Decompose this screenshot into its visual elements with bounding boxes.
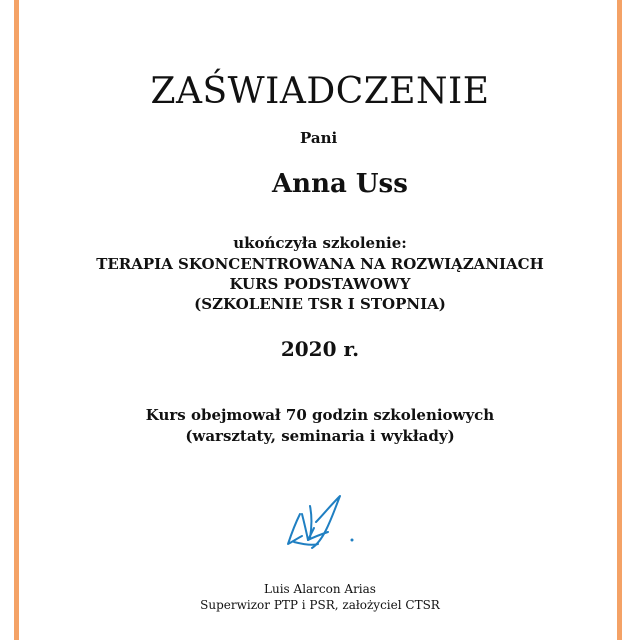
recipient-name: Anna Uss [272,169,408,199]
year: 2020 r. [280,337,360,361]
signatory-title: Superwizor PTP i PSR, założyciel CTSR [200,598,440,612]
signature-image [282,492,362,552]
course-name-line-3: (SZKOLENIE TSR I STOPNIA) [194,295,446,313]
completed-text: ukończyła szkolenie: [233,234,407,252]
course-hours-line-1: Kurs obejmował 70 godzin szkoleniowych [145,406,495,424]
course-name-line-1: TERAPIA SKONCENTROWANA NA ROZWIĄZANIACH [96,255,544,273]
salutation: Pani [300,129,338,147]
course-name-line-2: KURS PODSTAWOWY [229,275,411,293]
course-hours-line-2: (warsztaty, seminaria i wykłady) [185,427,455,445]
certificate-title: ZAŚWIADCZENIE [150,71,490,112]
signatory-name: Luis Alarcon Arias [264,582,376,596]
